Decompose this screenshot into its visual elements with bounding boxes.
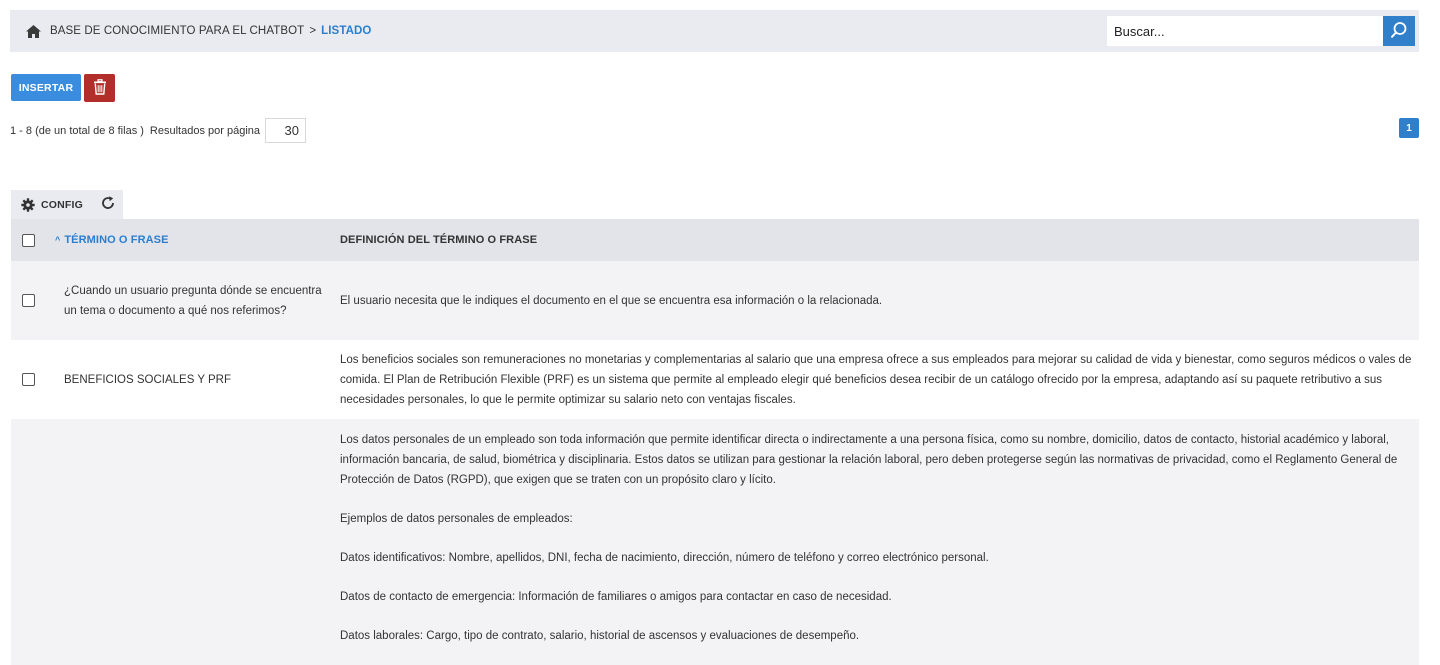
row-checkbox-cell	[11, 261, 47, 340]
select-all-checkbox[interactable]	[22, 234, 35, 247]
config-button[interactable]	[11, 190, 93, 219]
trash-icon	[93, 79, 107, 98]
definition-paragraph: Datos identificativos: Nombre, apellidos, DNI, fecha de nacimiento, dirección, número de teléfono y correo electrónico personal.	[340, 552, 989, 564]
definition-paragraph: Ejemplos de datos personales de empleados:	[340, 513, 573, 525]
insert-button[interactable]: INSERTAR	[11, 74, 81, 101]
row-checkbox-cell	[11, 419, 47, 665]
row-count-text: 1 - 8 (de un total de 8 filas )	[10, 124, 144, 137]
home-icon[interactable]	[24, 23, 42, 39]
per-page-label: Resultados por página	[149, 124, 260, 137]
breadcrumb-root[interactable]: BASE DE CONOCIMIENTO PARA EL CHATBOT	[50, 25, 305, 37]
sort-ascending-icon: ^	[55, 235, 61, 245]
row-checkbox-cell	[11, 340, 47, 419]
row-checkbox[interactable]	[22, 294, 35, 307]
table-row[interactable]	[11, 261, 1419, 340]
definition-paragraph: Los datos personales de un empleado son toda información que permite identificar directa o indirectamente a una persona física, como su nombre, domicilio, datos de contacto, historial académico y laboral, información bancaria, de salud, biométrica y disciplinaria. Estos datos se utilizan para gestionar la relación laboral, pero deben protegerse según las normativas de privacidad, como el Reglamento General de Protección de Datos (RGPD), que exigen que se traten con un propósito claro y lícito.	[340, 434, 1398, 486]
config-label: CONFIG	[41, 198, 84, 211]
definition-paragraph: Datos laborales: Cargo, tipo de contrato, salario, historial de ascensos y evaluaciones de desempeño.	[340, 630, 860, 642]
definition-cell: El usuario necesita que le indiques el documento en el que se encuentra esa información o la relacionada.	[340, 294, 883, 307]
search-box	[1107, 16, 1415, 46]
search-button[interactable]	[1383, 16, 1415, 46]
term-cell	[47, 419, 340, 665]
header-definition-label: DEFINICIÓN DEL TÉRMINO O FRASE	[340, 234, 538, 246]
row-checkbox[interactable]	[22, 373, 35, 386]
breadcrumb-separator: >	[309, 25, 317, 37]
definition-paragraphs	[340, 419, 1419, 646]
header-checkbox-cell	[11, 219, 47, 261]
refresh-button[interactable]	[93, 190, 123, 219]
breadcrumb-current: LISTADO	[321, 25, 372, 37]
delete-button[interactable]	[84, 74, 115, 102]
breadcrumb	[50, 25, 371, 37]
table-row[interactable]	[11, 419, 1419, 665]
definition-cell: Los beneficios sociales son remuneraciones no monetarias y complementarias al salario que una empresa ofrece a sus empleados para mejorar su calidad de vida y bienestar, como seguros médicos o vales de comida. El Plan de Retribución Flexible (PRF) es un sistema que permite al empleado elegir qué beneficios desea recibir de un catálogo ofrecido por la empresa, adaptando así su paquete retributivo a sus necesidades personales, lo que le permite optimizar su salario neto con ventajas fiscales.	[340, 353, 1412, 406]
refresh-icon	[100, 195, 116, 214]
grid-toolbar	[11, 190, 123, 219]
pagination-info	[10, 118, 306, 143]
search-icon	[1390, 21, 1408, 42]
header-term[interactable]	[47, 219, 340, 261]
search-input[interactable]	[1107, 16, 1383, 46]
page-1-button[interactable]: 1	[1399, 118, 1419, 138]
header-term-label: TÉRMINO O FRASE	[64, 234, 169, 246]
header-definition[interactable]	[340, 219, 1419, 261]
term-cell: BENEFICIOS SOCIALES Y PRF	[64, 373, 232, 386]
term-cell: ¿Cuando un usuario pregunta dónde se encuentra un tema o documento a qué nos referimos?	[64, 284, 322, 317]
top-bar	[10, 10, 1419, 52]
table-row[interactable]	[11, 340, 1419, 419]
gear-icon	[21, 198, 35, 212]
per-page-input[interactable]	[265, 118, 306, 143]
data-table	[11, 219, 1419, 665]
definition-paragraph: Datos de contacto de emergencia: Información de familiares o amigos para contactar en caso de necesidad.	[340, 591, 892, 603]
table-header-row	[11, 219, 1419, 261]
definition-cell	[340, 419, 1419, 665]
